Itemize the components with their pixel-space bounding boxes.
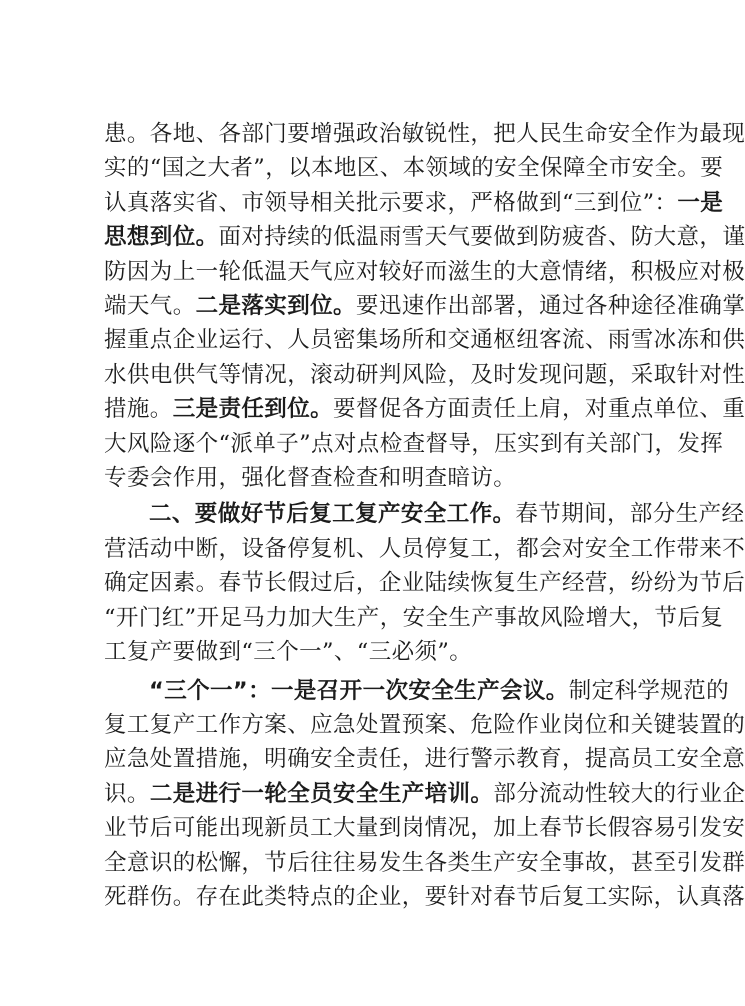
text-span: 端天气。 xyxy=(104,293,196,320)
text-span: “开门红”开足马力加大生产，安全生产事故风险增大，节后复 xyxy=(104,604,724,631)
text-span: 面对持续的低温雨雪天气要做到防疲沓、防大意，谨 xyxy=(218,224,745,251)
section-heading: 二、要做好节后复工复产安全工作。 xyxy=(149,501,516,528)
text-line xyxy=(104,289,745,323)
bold-text: 一是 xyxy=(677,189,724,216)
text-span: 死群伤。存在此类特点的企业，要针对春节后复工实际，认真落 xyxy=(104,883,745,910)
text-span: 要督促各方面责任上肩，对重点单位、重 xyxy=(333,396,745,423)
bold-text: 二是落实到位。 xyxy=(195,293,356,320)
text-span: 确定因素。春节长假过后，企业陆续恢复生产经营，纷纷为节后 xyxy=(104,570,745,597)
text-line xyxy=(104,151,724,185)
paragraph-three-in-place xyxy=(104,117,745,495)
text-line xyxy=(104,186,724,220)
text-line xyxy=(104,497,745,531)
text-span: 春节期间，部分生产经 xyxy=(515,501,745,528)
text-span: 措施。 xyxy=(104,396,173,423)
text-line xyxy=(104,117,745,151)
text-span: 部分流动性较大的行业企 xyxy=(493,780,745,807)
text-line xyxy=(104,880,745,914)
text-span: 患。各地、各部门要增强政治敏锐性，把人民生命安全作为最现 xyxy=(104,121,745,147)
text-span: 全意识的松懈，节后往往易发生各类生产安全事故，甚至引发群 xyxy=(104,849,745,876)
text-span: 水供电供气等情况，滚动研判风险，及时发现问题，采取针对性 xyxy=(104,361,745,388)
text-span: 业节后可能出现新员工大量到岗情况，加上春节长假容易引发安 xyxy=(104,815,745,842)
text-span: 专委会作用，强化督查检查和明查暗访。 xyxy=(104,465,517,492)
text-line xyxy=(104,358,745,392)
text-line xyxy=(104,532,745,566)
text-line xyxy=(104,220,745,254)
text-line xyxy=(104,461,624,495)
text-line xyxy=(104,811,745,845)
paragraph-resumption-section xyxy=(104,497,745,669)
text-line xyxy=(104,635,624,669)
bold-text: 三是责任到位。 xyxy=(172,396,334,423)
text-span: 防因为上一轮低温天气应对较好而滋生的大意情绪，积极应对极 xyxy=(104,258,745,285)
text-span: 要迅速作出部署，通过各种途径准确掌 xyxy=(355,293,745,320)
text-line xyxy=(104,708,745,742)
text-span: 握重点企业运行、人员密集场所和交通枢纽客流、雨雪冰冻和供 xyxy=(104,327,745,354)
text-line xyxy=(104,427,724,461)
text-line xyxy=(104,777,745,811)
bold-text: “三个一”：一是召开一次安全生产会议。 xyxy=(149,677,569,704)
text-span: 识。 xyxy=(104,780,150,807)
text-span: 复工复产工作方案、应急处置预案、危险作业岗位和关键装置的 xyxy=(104,711,745,738)
text-line xyxy=(104,323,745,357)
text-line xyxy=(104,742,745,776)
bold-text: 思想到位。 xyxy=(104,224,219,251)
text-span: 认真落实省、市领导相关批示要求，严格做到“三到位”： xyxy=(104,189,678,216)
text-line xyxy=(104,566,745,600)
text-span: 应急处置措施，明确安全责任，进行警示教育，提高员工安全意 xyxy=(104,746,745,773)
text-line xyxy=(104,392,745,426)
text-span: 营活动中断，设备停复机、人员停复工，都会对安全工作带来不 xyxy=(104,535,745,562)
text-line xyxy=(104,674,729,708)
text-line xyxy=(104,255,745,289)
text-span: 工复产要做到“三个一”、“三必须”。 xyxy=(104,639,473,666)
text-line xyxy=(104,846,745,880)
document-body xyxy=(104,117,745,914)
text-span: 制定科学规范的 xyxy=(568,677,729,704)
bold-text: 二是进行一轮全员安全生产培训。 xyxy=(149,780,494,807)
text-line xyxy=(104,601,724,635)
paragraph-three-ones xyxy=(104,674,745,915)
text-span: 大风险逐个“派单子”点对点检查督导，压实到有关部门，发挥 xyxy=(104,430,724,457)
text-span: 实的“国之大者”，以本地区、本领域的安全保障全市安全。要 xyxy=(104,155,724,182)
